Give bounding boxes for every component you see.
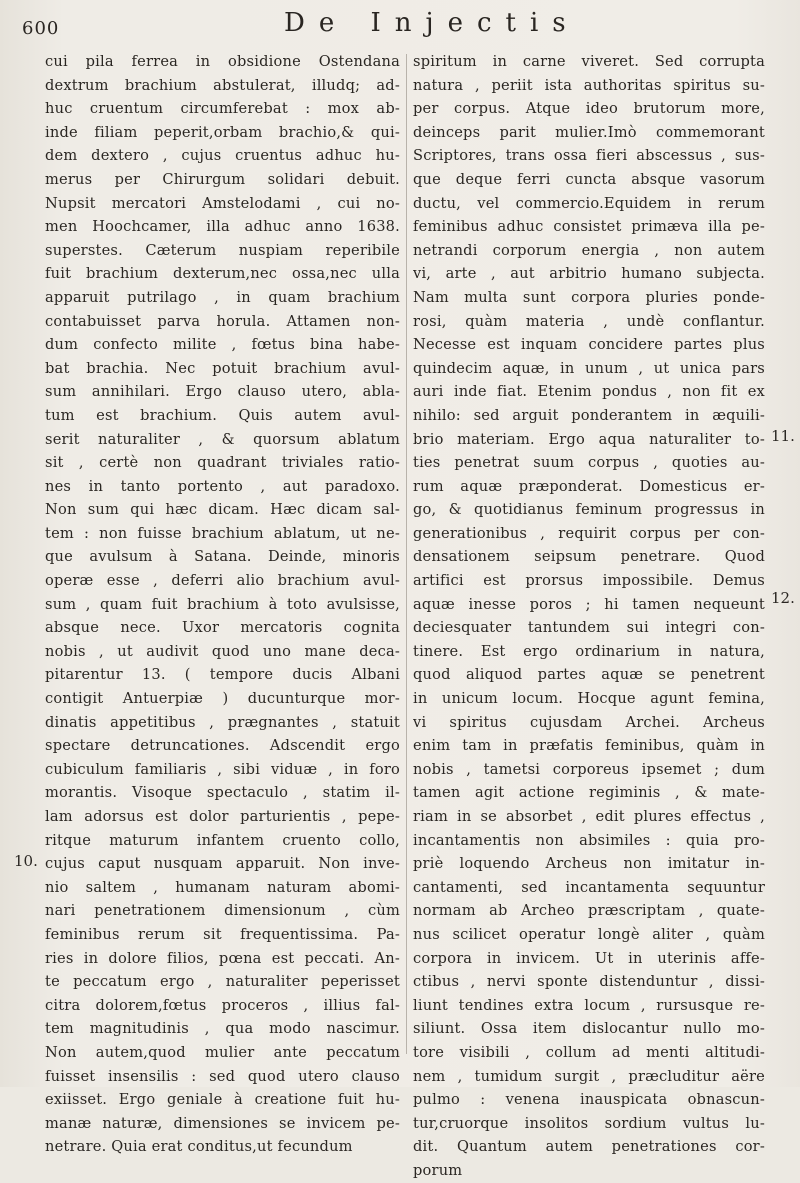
text-line: lam adorsus est dolor parturientis , pepe- [45, 808, 400, 825]
text-line: vi spiritus cujusdam Archei. Archeus [413, 713, 765, 731]
text-line: quod aliquod partes aquæ se penetrent [413, 666, 765, 684]
text-line: tamen agit actione regiminis , & mate- [413, 784, 765, 802]
text-line: vi, arte , aut arbitrio humano subjecta. [413, 265, 765, 283]
text-line: dum confecto milite , fœtus bina habe- [45, 336, 400, 354]
text-line: dit. Quantum autem penetrationes cor- [413, 1138, 765, 1156]
text-line: inde filiam peperit,orbam brachio,& qui- [45, 123, 400, 141]
text-line: absque nece. Uxor mercatoris cognita [45, 619, 400, 637]
text-line: cantamenti, sed incantamenta sequuntur [413, 878, 765, 896]
text-line: auri inde fiat. Etenim pondus , non fit ex [413, 383, 765, 401]
text-line: deinceps parit mulier.Imò commemorant [413, 123, 765, 141]
text-line: nihilo: sed arguit ponderantem in æquili- [413, 406, 765, 424]
margin-note-number: 12. [771, 589, 795, 607]
text-line: densationem seipsum penetrare. Quod [413, 548, 765, 566]
text-line: enim tam in præfatis feminibus, quàm in [413, 737, 765, 755]
text-line: ctibus , nervi sponte distenduntur , dissi- [413, 973, 765, 991]
text-line: ductu, vel commercio.Equidem in rerum [413, 194, 765, 212]
text-line: sum , quam fuit brachium à toto avulsisse, [45, 595, 400, 613]
text-line: que avulsum à Satana. Deinde, minoris [45, 548, 400, 566]
text-line: Non autem,quod mulier ante peccatum [45, 1043, 400, 1061]
right-text-column [413, 50, 765, 1183]
text-line: tore visibili , collum ad menti altitudi- [413, 1043, 765, 1061]
text-line: apparuit putrilago , in quam brachium [45, 288, 400, 306]
text-line: bat brachia. Nec potuit brachium avul- [45, 359, 400, 377]
left-text-column [45, 50, 400, 1159]
text-line: nari penetrationem dimensionum , cùm [45, 902, 400, 920]
text-line: fuisset insensilis : sed quod utero clauso [45, 1067, 400, 1085]
text-line: Nupsit mercatori Amstelodami , cui no- [45, 194, 400, 212]
page-number: 600 [22, 18, 60, 39]
text-line: superstes. Cæterum nuspiam reperibile [45, 241, 400, 259]
text-line: exiisset. Ergo geniale à creatione fuit hu- [45, 1091, 400, 1109]
text-line: pulmo : venena inauspicata obnascun- [413, 1091, 765, 1109]
text-line: nus scilicet operatur longè aliter , quàm [413, 925, 765, 943]
text-line: tem : non fuisse brachium ablatum, ut ne- [45, 524, 400, 542]
text-line: deciesquater tantundem sui integri con- [413, 619, 765, 637]
text-line: citra dolorem,fœtus proceros , illius fal- [45, 996, 400, 1014]
text-line: tum est brachium. Quis autem avul- [45, 406, 400, 424]
text-line: serit naturaliter , & quorsum ablatum [45, 430, 400, 448]
text-line: dinatis appetitibus , prægnantes , statuit [45, 713, 400, 731]
text-line: cubiculum familiaris , sibi viduæ , in foro [45, 760, 400, 778]
text-line: fuit brachium dexterum,nec ossa,nec ulla [45, 265, 400, 283]
text-line: huc cruentum circumferebat : mox ab- [45, 100, 400, 118]
text-line: Non sum qui hæc dicam. Hæc dicam sal- [45, 501, 400, 519]
text-line: rum aquæ præponderat. Domesticus er- [413, 477, 765, 495]
text-line: corpora in invicem. Ut in uterinis affe- [413, 949, 765, 967]
text-line: dem dextero , cujus cruentus adhuc hu- [45, 147, 400, 165]
text-line: cui pila ferrea in obsidione Ostendana [45, 53, 400, 70]
text-line: aquæ inesse poros ; hi tamen nequeunt [413, 595, 765, 613]
text-line: netrandi corporum energia , non autem [413, 241, 765, 259]
text-line: tinere. Est ergo ordinarium in natura, [413, 642, 765, 660]
text-line: ries in dolore filios, pœna est peccati. An- [45, 949, 400, 967]
text-line: riam in se absorbet , edit plures effectus , [413, 808, 765, 825]
text-line: tem magnitudinis , qua modo nascimur. [45, 1020, 400, 1038]
text-line: feminibus adhuc consistet primæva illa pe- [413, 218, 765, 236]
text-line: pitarentur 13. ( tempore ducis Albani [45, 666, 400, 684]
text-line: nem , tumidum surgit , præcluditur aëre [413, 1067, 765, 1085]
text-line: tur,cruorque insolitos sordium vultus lu- [413, 1114, 765, 1132]
text-line: sit , certè non quadrant triviales ratio- [45, 454, 400, 472]
text-line: generationibus , requirit corpus per con- [413, 524, 765, 542]
text-line: normam ab Archeo præscriptam , quate- [413, 902, 765, 920]
text-line: morantis. Visoque spectaculo , statim il- [45, 784, 400, 802]
text-line: Nam multa sunt corpora pluries ponde- [413, 288, 765, 306]
text-line: per corpus. Atque ideo brutorum more, [413, 100, 765, 118]
text-line: men Hoochcamer, illa adhuc anno 1638. [45, 218, 400, 236]
text-line: Necesse est inquam concidere partes plus [413, 336, 765, 354]
text-line: merus per Chirurgum solidari debuit. [45, 170, 400, 188]
text-line: que deque ferri cuncta absque vasorum [413, 170, 765, 188]
margin-note-number: 11. [771, 427, 795, 445]
text-line: rosi, quàm materia , undè conflantur. [413, 312, 765, 330]
text-line: dextrum brachium abstulerat, illudq; ad- [45, 76, 400, 94]
text-line: go, & quotidianus feminum progressus in [413, 501, 765, 519]
text-line: porum [413, 1161, 463, 1179]
text-line: brio materiam. Ergo aqua naturaliter to- [413, 430, 765, 448]
text-line: ritque maturum infantem cruento collo, [45, 831, 400, 849]
text-line: liunt tendines extra locum , rursusque re- [413, 996, 765, 1014]
text-line: artifici est prorsus impossibile. Demus [413, 572, 765, 590]
text-line: nio saltem , humanam naturam abomi- [45, 878, 400, 896]
margin-note-number: 10. [14, 852, 38, 870]
text-line: manæ naturæ, dimensiones se invicem pe- [45, 1114, 400, 1132]
text-line: incantamentis non absimiles : quia pro- [413, 831, 765, 849]
text-line: priè loquendo Archeus non imitatur in- [413, 855, 765, 873]
running-title: De Injectis [284, 8, 580, 38]
text-line: te peccatum ergo , naturaliter peperisset [45, 973, 400, 991]
text-line: feminibus rerum sit frequentissima. Pa- [45, 925, 400, 943]
text-line: natura , periit ista authoritas spiritus su- [413, 76, 765, 94]
column-divider [406, 54, 407, 1054]
text-line: contabuisset parva horula. Attamen non- [45, 312, 400, 330]
text-line: nobis , tametsi corporeus ipsemet ; dum [413, 760, 765, 778]
text-line: nobis , ut audivit quod uno mane deca- [45, 642, 400, 660]
page-header [22, 6, 782, 46]
text-line: siliunt. Ossa item dislocantur nullo mo- [413, 1020, 765, 1038]
text-line: ties penetrat suum corpus , quoties au- [413, 454, 765, 472]
text-line: spectare detruncationes. Adscendit ergo [45, 737, 400, 755]
text-line: nes in tanto portento , aut paradoxo. [45, 477, 400, 495]
text-line: cujus caput nusquam apparuit. Non inve- [45, 855, 400, 873]
text-line: quindecim aquæ, in unum , ut unica pars [413, 359, 765, 377]
text-line: in unicum locum. Hocque agunt femina, [413, 690, 765, 708]
text-line: spiritum in carne viveret. Sed corrupta [413, 53, 765, 70]
text-line: contigit Antuerpiæ ) ducunturque mor- [45, 690, 400, 708]
text-line: operæ esse , deferri alio brachium avul- [45, 572, 400, 590]
text-line: Scriptores, trans ossa fieri abscessus , sus- [413, 147, 765, 165]
text-line: sum annihilari. Ergo clauso utero, abla- [45, 383, 400, 401]
text-line: netrare. Quia erat conditus,ut fecundum [45, 1138, 353, 1156]
